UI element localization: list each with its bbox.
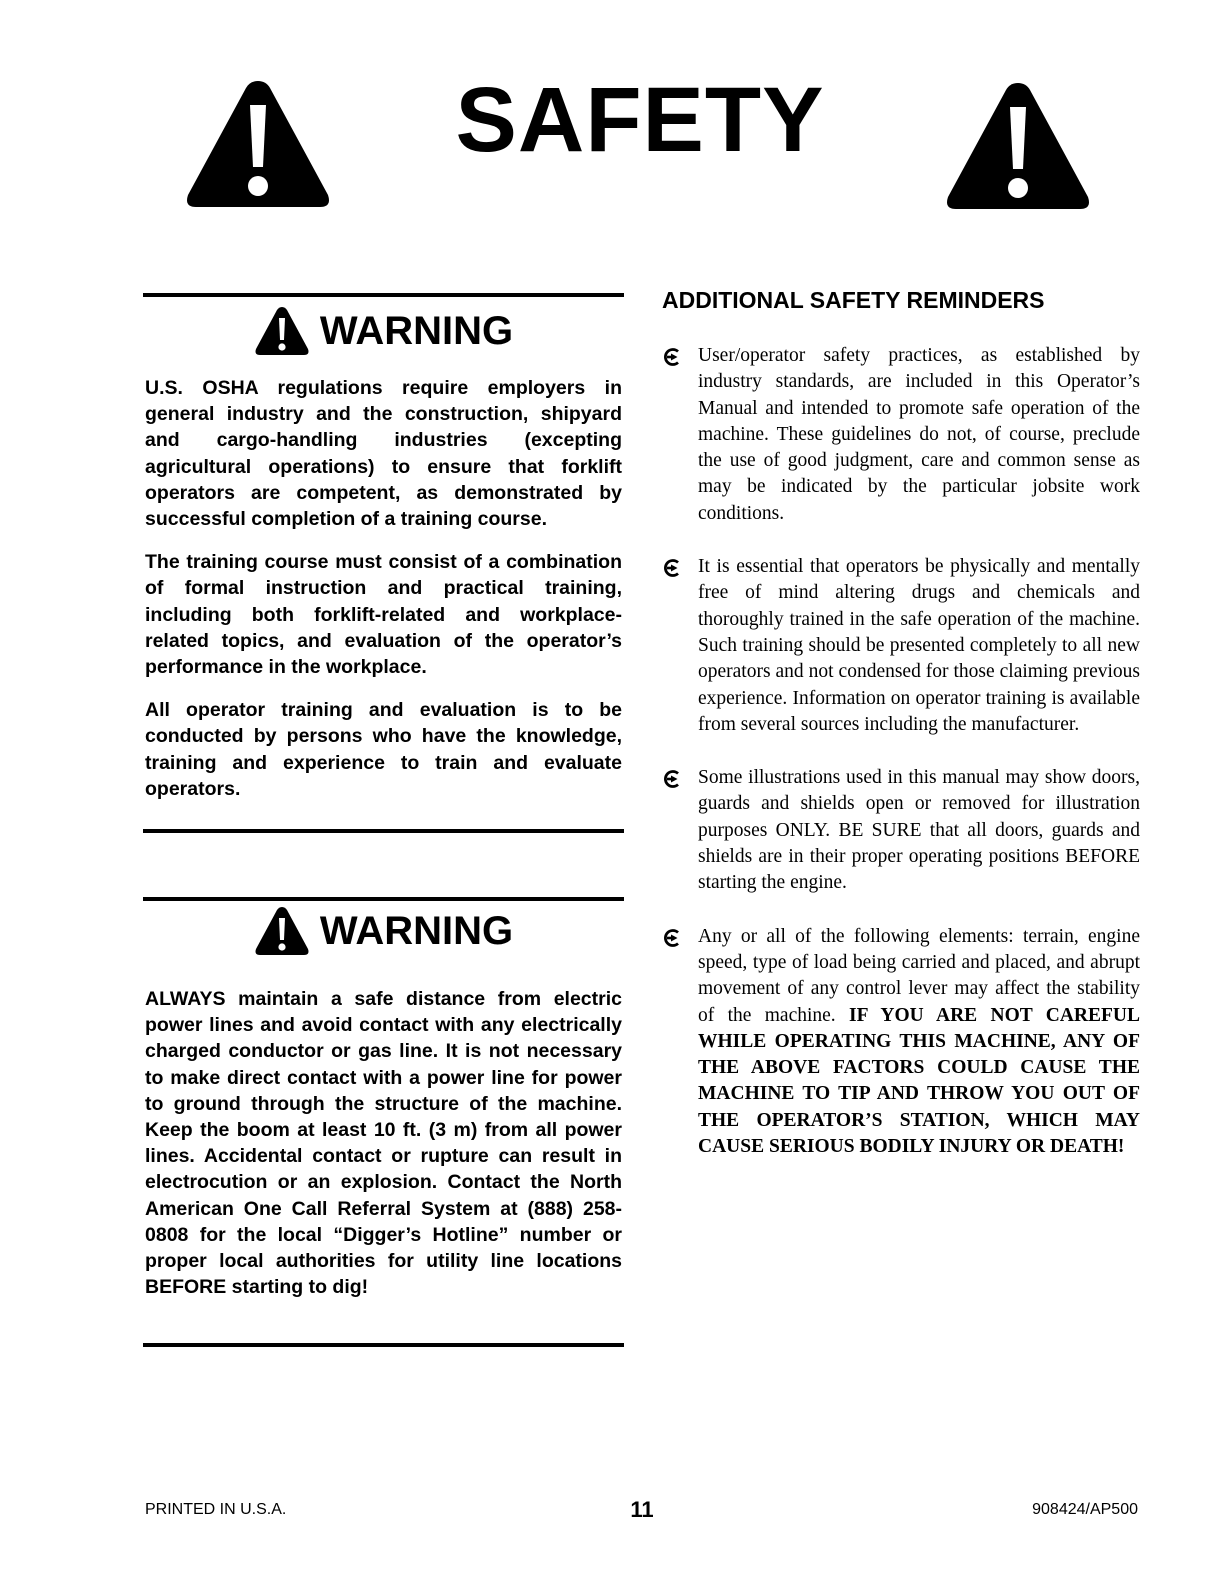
warning-bottom-rule: [143, 829, 624, 833]
reminder-text-bold: IF YOU ARE NOT CAREFUL WHILE OPERATING THIS MACHINE, ANY OF THE ABOVE FACTORS COULD CAUSE THE MACHINE TO TIP AND THROW YOU OUT OF THE OPERATOR’S STATION, WHICH MAY CAUSE SERIOUS BODILY INJURY OR DEATH!: [698, 1004, 1141, 1158]
warning-paragraph: ALWAYS maintain a safe distance from electric power lines and avoid contact with any electrically charged conductor or gas line. It is not necessary to make direct contact with a power line for power to ground through the structure of the machine. Keep the boom at least 10 ft. (3 m) from all power lines. Accidental contact or rupture can result in electrocution or an explosion. Contact the North American One Call Referral System at (888) 258-0808 for the local “Digger’s Hotline” number or proper local authorities for utility line locations BEFORE starting to dig!: [145, 988, 622, 1299]
list-item: [662, 554, 1140, 738]
warning-paragraph: U.S. OSHA regulations require employers in general industry and the construction, shipyard and cargo-handling industries (excepting agricultural operations) to ensure that forklift operators are competent, as demonstrated by successful completion of a training course.: [145, 377, 622, 531]
warning-triangle-icon: [254, 305, 310, 357]
reminder-list: [662, 343, 1140, 1187]
circle-arrow-right-icon: [664, 928, 684, 948]
reminder-text: [698, 924, 1140, 1161]
warning-bottom-rule: [143, 1343, 624, 1347]
footer-printed: PRINTED IN U.S.A.: [145, 1501, 287, 1518]
warning-top-rule: [143, 293, 624, 297]
warning-triangle-icon: [942, 77, 1094, 215]
reminder-text: Some illustrations used in this manual may show doors, guards and shields open or removed for illustration purposes ONLY. BE SURE that all doors, guards and shields are in their proper operating positions BEFORE starting the engine.: [698, 767, 1140, 894]
warning-paragraph: All operator training and evaluation is to be conducted by persons who have the knowledge, training and experience to train and evaluate operators.: [145, 699, 622, 800]
page-title: SAFETY: [455, 69, 825, 171]
circle-arrow-right-icon: [664, 769, 684, 789]
list-item: [662, 765, 1140, 896]
reminder-text-normal: Any or all of the following elements: terrain, engine speed, type of load being carried and placed, and abrupt movement of any control lever may affect the stability of the machine.: [698, 925, 1140, 1026]
reminder-text: It is essential that operators be physically and mentally free of mind altering drugs and chemicals and thoroughly trained in the safe operation of the machine. Such training should be presented completely to all new operators and not condensed for those claiming previous experience. Information on operator training is available from several sources including the manufacturer.: [698, 556, 1140, 735]
reminder-text: User/operator safety practices, as established by industry standards, are included in this Operator’s Manual and intended to promote safe operation of the machine. These guidelines do not, of course, preclude the use of good judgment, care and common sense as may be indicated by the particular jobsite work conditions.: [698, 345, 1140, 524]
document-number: 908424/AP500: [1032, 1501, 1138, 1518]
warning-triangle-icon: [182, 75, 334, 213]
warning-body: [145, 986, 622, 1317]
warning-heading: [143, 303, 624, 359]
list-item: [662, 343, 1140, 527]
circle-arrow-right-icon: [664, 347, 684, 367]
section-heading: ADDITIONAL SAFETY REMINDERS: [662, 287, 1045, 313]
warning-body: [145, 375, 622, 819]
warning-label: WARNING: [319, 909, 514, 953]
warning-label: WARNING: [319, 309, 514, 353]
warning-heading: [143, 903, 624, 959]
list-item: [662, 924, 1140, 1161]
warning-top-rule: [143, 897, 624, 901]
page-number: 11: [630, 1497, 654, 1522]
warning-paragraph: The training course must consist of a combination of formal instruction and practical training, including both forklift-related and workplace-related topics, and evaluation of the operator’s performance in the workplace.: [145, 551, 622, 679]
warning-triangle-icon: [254, 905, 310, 957]
circle-arrow-right-icon: [664, 558, 684, 578]
